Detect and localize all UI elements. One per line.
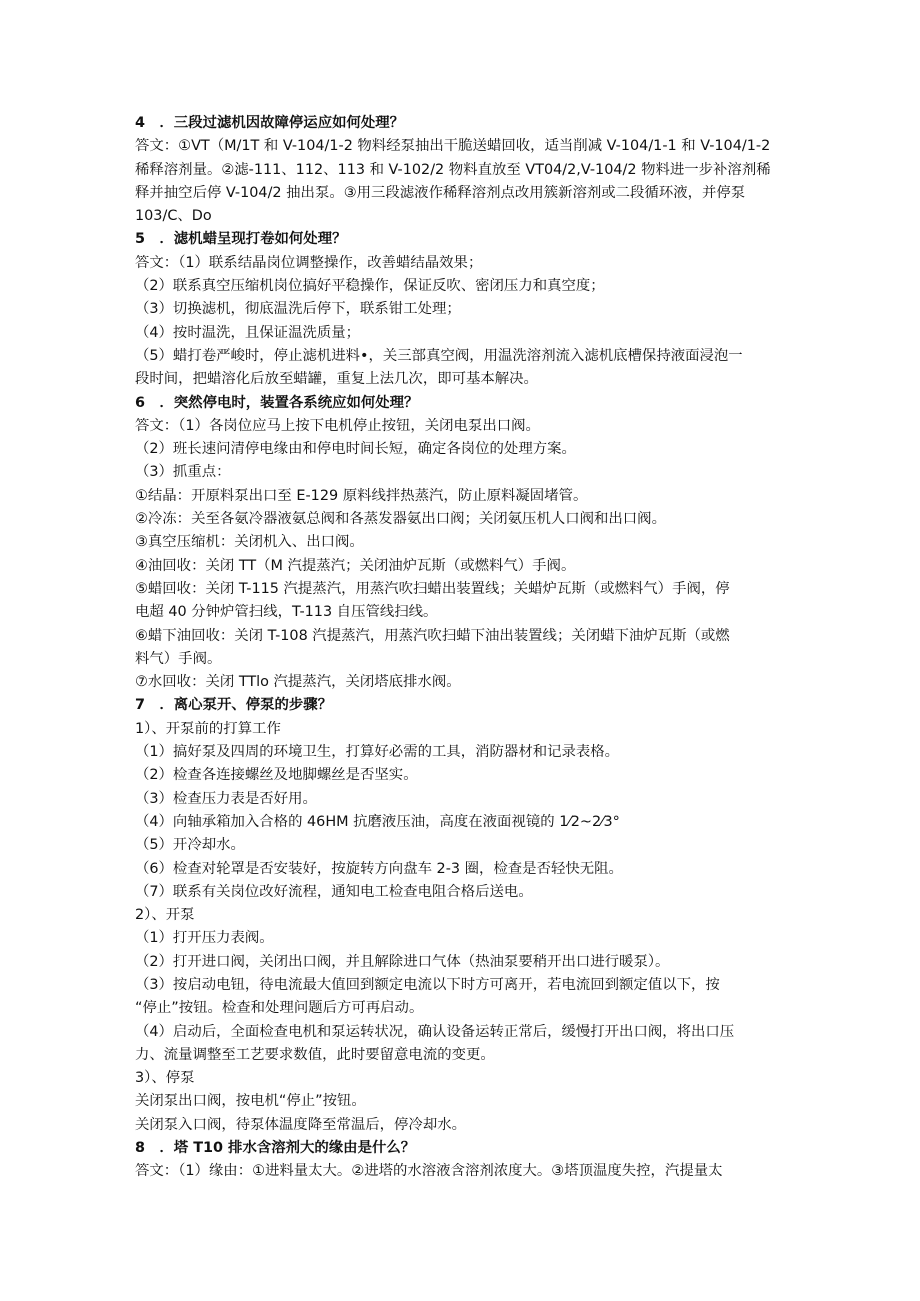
question-heading: 8 ．塔 T10 排水含溶剂大的缘由是什么？ xyxy=(135,1140,416,1157)
text-line: 答文：（1）缘由：①进料量太大。②进塔的水溶液含溶剂浓度大。③塔顶温度失控，汽提量太 xyxy=(135,1163,723,1180)
text-line: （1）打开压力表阀。 xyxy=(135,930,274,947)
question-heading: 4 ．三段过滤机因故障停运应如何处理？ xyxy=(135,115,405,131)
text-line: 3）、停泵 xyxy=(135,1070,195,1087)
text-line: 料气）手阀。 xyxy=(135,650,222,667)
text-line: （4）启动后，全面检查电机和泵运转状况，确认设备运转正常后，缓慢打开出口阀，将出口压 xyxy=(135,1023,735,1040)
text-line: 答文：①VT（M/1T 和 V-104/1-2 物料经泵抽出干脆送蜡回收，适当削减 V-104/1-1 和 V-104/1-2 xyxy=(135,138,771,155)
text-line: “停止”按钮。检查和处理问题后方可再启动。 xyxy=(135,1000,424,1017)
text-line: （1）搞好泵及四周的环境卫生，打算好必需的工具，消防器材和记录表格。 xyxy=(135,744,620,761)
text-line: 段时间，把蜡溶化后放至蜡罐，重复上法几次，即可基本解决。 xyxy=(135,371,538,388)
text-line: （3）检查压力表是否好用。 xyxy=(135,790,317,807)
text-line: 关闭泵出口阀，按电机“停止”按钮。 xyxy=(135,1093,366,1110)
text-line: 答文：（1）各岗位应马上按下电机停止按钮，关闭电泵出口阀。 xyxy=(135,417,540,434)
text-line: 电超 40 分钟炉管扫线，T-113 自压管线扫线。 xyxy=(135,604,438,621)
text-line: （4）按时温洗，且保证温洗质量； xyxy=(135,324,361,341)
text-line: （2）联系真空压缩机岗位搞好平稳操作，保证反吹、密闭压力和真空度； xyxy=(135,278,605,295)
text-line: ⑦水回收：关闭 TTlo 汽提蒸汽，关闭塔底排水阀。 xyxy=(135,674,461,691)
text-line: ④油回收：关闭 TT（M 汽提蒸汽；关闭油炉瓦斯（或燃料气）手阀。 xyxy=(135,557,576,574)
question-heading: 5 ．滤机蜡呈现打卷如何处理？ xyxy=(135,231,347,248)
text-line: （4）向轴承箱加入合格的 46HM 抗磨液压油，高度在液面视镜的 1⁄2~2⁄3° xyxy=(135,813,620,830)
text-line: （3）抓重点： xyxy=(135,464,231,481)
text-line: （7）联系有关岗位改好流程，通知电工检查电阻合格后送电。 xyxy=(135,883,533,900)
text-line: ③真空压缩机：关闭机入、出口阀。 xyxy=(135,534,364,551)
question-heading: 7 ．离心泵开、停泵的步骤？ xyxy=(135,697,333,714)
text-line: 2）、开泵 xyxy=(135,907,195,924)
text-line: （2）打开进口阀，关闭出口阀，并且解除进口气体（热油泵要稍开出口进行暖泵）。 xyxy=(135,953,670,970)
text-line: ⑤蜡回收：关闭 T-115 汽提蒸汽，用蒸汽吹扫蜡出装置线；关蜡炉瓦斯（或燃料气）手阀，停 xyxy=(135,580,730,597)
text-line: 稀释溶剂量。②滤-111、112、113 和 V-102/2 物料直放至 VT04/2,V-104/2 物料进一步补溶剂稀 xyxy=(135,161,771,178)
text-line: （5）蜡打卷严峻时，停止滤机进料•，关三部真空阀，用温洗溶剂流入滤机底槽保持液面浸泡一 xyxy=(135,347,743,364)
text-line: 答文：（1）联系结晶岗位调整操作，改善蜡结晶效果； xyxy=(135,254,483,271)
text-line: 关闭泵入口阀，待泵体温度降至常温后，停冷却水。 xyxy=(135,1116,466,1133)
text-line: ⑥蜡下油回收：关闭 T-108 汽提蒸汽，用蒸汽吹扫蜡下油出装置线；关闭蜡下油炉瓦斯（或燃 xyxy=(135,627,730,644)
text-line: （3）按启动电钮，待电流最大值回到额定电流以下时方可离开，若电流回到额定值以下，按 xyxy=(135,976,720,993)
question-heading: 6 ．突然停电时，装置各系统应如何处理？ xyxy=(135,394,419,411)
text-line: ②冷冻：关至各氨冷器液氨总阀和各蒸发器氨出口阀；关闭氨压机人口阀和出口阀。 xyxy=(135,511,666,528)
text-line: （3）切换滤机，彻底温洗后停下，联系钳工处理； xyxy=(135,301,461,318)
text-line: ①结晶：开原料泵出口至 E-129 原料线拌热蒸汽，防止原料凝固堵管。 xyxy=(135,487,588,504)
text-line: 力、流量调整至工艺要求数值，此时要留意电流的变更。 xyxy=(135,1046,495,1063)
text-line: （2）检查各连接螺丝及地脚螺丝是否坚实。 xyxy=(135,767,418,784)
text-line: 1）、开泵前的打算工作 xyxy=(135,720,281,737)
text-line: （2）班长速问清停电缘由和停电时间长短，确定各岗位的处理方案。 xyxy=(135,441,576,458)
text-line: 103/C、Do xyxy=(135,208,212,225)
text-line: 释并抽空后停 V-104/2 抽出泵。③用三段滤液作稀释溶剂点改用簇新溶剂或二段循环液，并停泵 xyxy=(135,184,746,201)
text-line: （5）开冷却水。 xyxy=(135,837,245,854)
text-line: （6）检查对轮罩是否安装好，按旋转方向盘车 2-3 圈，检查是否轻快无阻。 xyxy=(135,860,623,877)
